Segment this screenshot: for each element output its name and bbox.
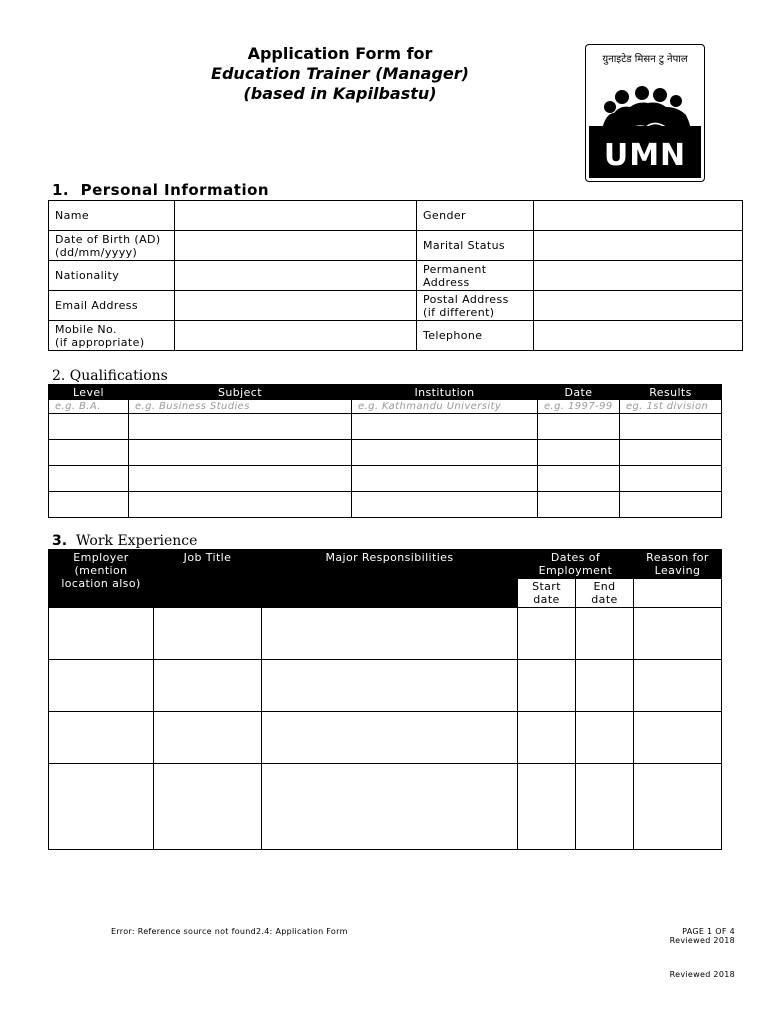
qual-entry-cell[interactable]: [538, 466, 620, 492]
work-entry-row: [49, 764, 722, 850]
work-entry-cell[interactable]: [262, 660, 518, 712]
section-qualifications-heading: 2. Qualifications: [52, 368, 168, 384]
qual-example-row: [49, 400, 722, 414]
work-entry-cell[interactable]: [634, 764, 722, 850]
qual-entry-row: [49, 492, 722, 518]
field-label: Mobile No. (if appropriate): [49, 321, 175, 351]
personal-row: [49, 231, 743, 261]
work-entry-cell[interactable]: [154, 660, 262, 712]
umn-logo: [585, 44, 705, 182]
work-entry-cell[interactable]: [49, 764, 154, 850]
page-number: PAGE 1 OF 4: [682, 927, 735, 936]
field-label: Permanent Address: [417, 261, 534, 291]
qual-entry-cell[interactable]: [538, 440, 620, 466]
personal-row: [49, 201, 743, 231]
qual-entry-cell[interactable]: [49, 466, 129, 492]
footer-reviewed: Reviewed 2018: [669, 970, 735, 979]
qual-entry-row: [49, 440, 722, 466]
field-label: Gender: [417, 201, 534, 231]
col-responsibilities: Major Responsibilities: [262, 550, 518, 608]
field-input[interactable]: [534, 201, 743, 231]
qual-entry-cell[interactable]: [129, 492, 352, 518]
field-label: Postal Address (if different): [417, 291, 534, 321]
qual-header: Date: [538, 385, 620, 400]
col-employer: Employer (mention location also): [49, 550, 154, 608]
field-label: Name: [49, 201, 175, 231]
form-title: [150, 44, 530, 104]
qual-header: Level: [49, 385, 129, 400]
col-job-title: Job Title: [154, 550, 262, 608]
qual-header: Results: [620, 385, 722, 400]
field-input[interactable]: [534, 261, 743, 291]
personal-info-table: [48, 200, 743, 351]
work-entry-cell[interactable]: [154, 608, 262, 660]
work-entry-row: [49, 608, 722, 660]
qual-example-cell: e.g. B.A.: [49, 400, 129, 414]
section-personal-heading: [52, 181, 269, 199]
qual-example-cell: e.g. Business Studies: [129, 400, 352, 414]
qual-entry-cell[interactable]: [129, 440, 352, 466]
field-input[interactable]: [175, 201, 417, 231]
field-input[interactable]: [534, 291, 743, 321]
col-end-date: End date: [576, 579, 634, 608]
work-entry-cell[interactable]: [154, 764, 262, 850]
work-entry-cell[interactable]: [576, 660, 634, 712]
work-entry-cell[interactable]: [262, 712, 518, 764]
qual-entry-cell[interactable]: [49, 414, 129, 440]
personal-row: [49, 291, 743, 321]
qual-header: Institution: [352, 385, 538, 400]
work-entry-cell[interactable]: [49, 608, 154, 660]
field-label: Marital Status: [417, 231, 534, 261]
field-label: Date of Birth (AD) (dd/mm/yyyy): [49, 231, 175, 261]
field-input[interactable]: [175, 231, 417, 261]
qual-entry-cell[interactable]: [129, 414, 352, 440]
footer-reference: Error: Reference source not found2.4: Application Form: [111, 927, 348, 936]
work-entry-row: [49, 712, 722, 764]
field-label: Telephone: [417, 321, 534, 351]
section-title: Personal Information: [80, 181, 270, 199]
field-input[interactable]: [175, 261, 417, 291]
field-input[interactable]: [534, 231, 743, 261]
qual-entry-cell[interactable]: [352, 414, 538, 440]
work-entry-cell[interactable]: [518, 660, 576, 712]
field-label: Nationality: [49, 261, 175, 291]
section-work-heading: [52, 533, 197, 549]
work-entry-cell[interactable]: [518, 712, 576, 764]
section-number: 3.: [52, 533, 68, 549]
work-entry-cell[interactable]: [576, 712, 634, 764]
reviewed-label: Reviewed 2018: [669, 936, 735, 945]
work-entry-cell[interactable]: [154, 712, 262, 764]
work-entry-cell[interactable]: [576, 764, 634, 850]
qual-entry-row: [49, 414, 722, 440]
qual-example-cell: e.g. 1997-99: [538, 400, 620, 414]
personal-row: [49, 321, 743, 351]
qual-entry-cell[interactable]: [49, 440, 129, 466]
work-entry-cell[interactable]: [518, 608, 576, 660]
title-line-1: Application Form for: [247, 44, 433, 63]
logo-umn-text: UMN: [603, 138, 687, 173]
work-entry-cell[interactable]: [634, 660, 722, 712]
field-input[interactable]: [534, 321, 743, 351]
personal-row: [49, 261, 743, 291]
qual-example-cell: e.g. Kathmandu University: [352, 400, 538, 414]
title-line-3: (based in Kapilbastu): [243, 84, 437, 103]
footer-page-info: [670, 927, 735, 945]
section-title: Work Experience: [75, 533, 198, 549]
title-line-2: Education Trainer (Manager): [211, 64, 469, 83]
qual-entry-cell[interactable]: [620, 466, 722, 492]
work-entry-cell[interactable]: [262, 764, 518, 850]
col-reason-blank: [634, 579, 722, 608]
qual-entry-cell[interactable]: [352, 466, 538, 492]
work-entry-cell[interactable]: [49, 712, 154, 764]
col-dates: Dates of Employment: [518, 550, 634, 579]
work-entry-cell[interactable]: [262, 608, 518, 660]
field-label: Email Address: [49, 291, 175, 321]
logo-ring-text: युनाइटेड मिसन टु नेपाल: [602, 54, 688, 65]
qual-example-cell: eg. 1st division: [620, 400, 722, 414]
qual-entry-cell[interactable]: [538, 492, 620, 518]
work-entry-cell[interactable]: [576, 608, 634, 660]
qual-entry-cell[interactable]: [49, 492, 129, 518]
work-entry-cell[interactable]: [518, 764, 576, 850]
col-start-date: Start date: [518, 579, 576, 608]
work-entry-cell[interactable]: [49, 660, 154, 712]
qualifications-table: [48, 384, 722, 518]
qual-header: Subject: [129, 385, 352, 400]
field-input[interactable]: [175, 321, 417, 351]
qual-entry-row: [49, 466, 722, 492]
work-experience-table: [48, 549, 722, 850]
work-entry-cell[interactable]: [634, 608, 722, 660]
qual-entry-cell[interactable]: [352, 440, 538, 466]
field-input[interactable]: [175, 291, 417, 321]
qual-entry-cell[interactable]: [538, 414, 620, 440]
qual-entry-cell[interactable]: [620, 440, 722, 466]
qual-entry-cell[interactable]: [620, 414, 722, 440]
col-reason: Reason for Leaving: [634, 550, 722, 579]
qual-entry-cell[interactable]: [620, 492, 722, 518]
section-number: 1.: [52, 181, 70, 199]
work-entry-row: [49, 660, 722, 712]
work-entry-cell[interactable]: [634, 712, 722, 764]
qual-entry-cell[interactable]: [352, 492, 538, 518]
qual-entry-cell[interactable]: [129, 466, 352, 492]
